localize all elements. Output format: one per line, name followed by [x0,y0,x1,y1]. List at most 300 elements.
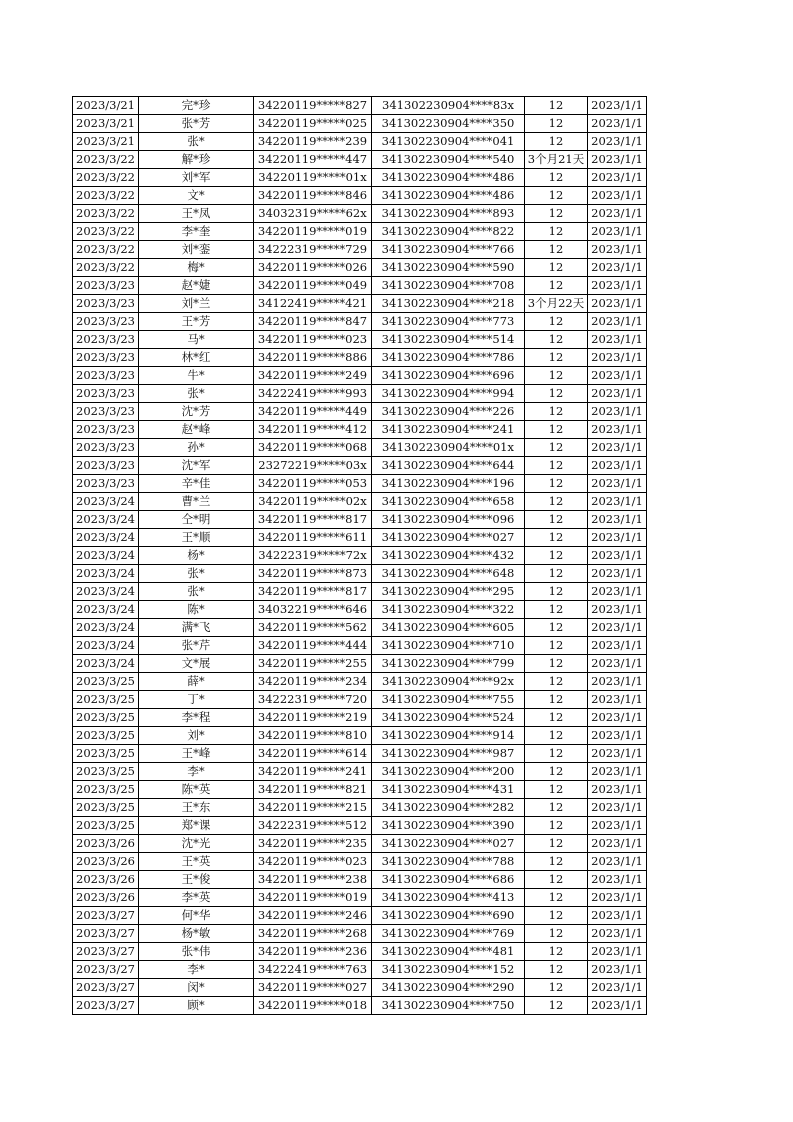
period-cell: 12 [525,925,588,943]
date-cell: 2023/3/25 [73,781,139,799]
period-cell: 12 [525,655,588,673]
table-row [73,493,647,511]
id-number-cell: 34220119*****817 [254,583,372,601]
name-cell: 张* [139,565,254,583]
name-cell: 王*凤 [139,205,254,223]
name-cell: 张*伟 [139,943,254,961]
period-cell: 12 [525,853,588,871]
start-date-cell: 2023/1/1 [588,853,647,871]
account-number-cell: 341302230904****750 [372,997,525,1015]
date-cell: 2023/3/24 [73,637,139,655]
table-row [73,709,647,727]
id-number-cell: 34222319*****729 [254,241,372,259]
period-cell: 12 [525,457,588,475]
account-number-cell: 341302230904****196 [372,475,525,493]
name-cell: 仝*明 [139,511,254,529]
account-number-cell: 341302230904****486 [372,169,525,187]
account-number-cell: 341302230904****027 [372,835,525,853]
start-date-cell: 2023/1/1 [588,889,647,907]
period-cell: 12 [525,313,588,331]
table-row [73,997,647,1015]
account-number-cell: 341302230904****686 [372,871,525,889]
start-date-cell: 2023/1/1 [588,637,647,655]
id-number-cell: 34220119*****018 [254,997,372,1015]
start-date-cell: 2023/1/1 [588,385,647,403]
account-number-cell: 341302230904****241 [372,421,525,439]
start-date-cell: 2023/1/1 [588,997,647,1015]
date-cell: 2023/3/24 [73,655,139,673]
table-row [73,421,647,439]
date-cell: 2023/3/22 [73,169,139,187]
id-number-cell: 34220119*****235 [254,835,372,853]
date-cell: 2023/3/22 [73,259,139,277]
period-cell: 3个月22天 [525,295,588,313]
table-row [73,619,647,637]
id-number-cell: 23272219*****03x [254,457,372,475]
table-row [73,313,647,331]
start-date-cell: 2023/1/1 [588,673,647,691]
id-number-cell: 34220119*****019 [254,889,372,907]
account-number-cell: 341302230904****041 [372,133,525,151]
start-date-cell: 2023/1/1 [588,115,647,133]
name-cell: 牛* [139,367,254,385]
start-date-cell: 2023/1/1 [588,871,647,889]
account-number-cell: 341302230904****481 [372,943,525,961]
table-row [73,943,647,961]
period-cell: 12 [525,979,588,997]
id-number-cell: 34220119*****249 [254,367,372,385]
table-row [73,655,647,673]
account-number-cell: 341302230904****92x [372,673,525,691]
date-cell: 2023/3/21 [73,97,139,115]
start-date-cell: 2023/1/1 [588,727,647,745]
name-cell: 文*展 [139,655,254,673]
date-cell: 2023/3/27 [73,925,139,943]
name-cell: 陈* [139,601,254,619]
period-cell: 12 [525,691,588,709]
name-cell: 赵*峰 [139,421,254,439]
id-number-cell: 34222319*****72x [254,547,372,565]
id-number-cell: 34222419*****763 [254,961,372,979]
name-cell: 陈*英 [139,781,254,799]
date-cell: 2023/3/25 [73,691,139,709]
id-number-cell: 34220119*****449 [254,403,372,421]
date-cell: 2023/3/23 [73,349,139,367]
table-row [73,187,647,205]
table-row [73,925,647,943]
date-cell: 2023/3/25 [73,799,139,817]
date-cell: 2023/3/25 [73,673,139,691]
start-date-cell: 2023/1/1 [588,907,647,925]
account-number-cell: 341302230904****295 [372,583,525,601]
account-number-cell: 341302230904****710 [372,637,525,655]
name-cell: 沈*芳 [139,403,254,421]
start-date-cell: 2023/1/1 [588,925,647,943]
period-cell: 12 [525,511,588,529]
id-number-cell: 34222419*****993 [254,385,372,403]
name-cell: 李*奎 [139,223,254,241]
start-date-cell: 2023/1/1 [588,187,647,205]
name-cell: 张*芹 [139,637,254,655]
table-row [73,961,647,979]
date-cell: 2023/3/23 [73,277,139,295]
id-number-cell: 34220119*****447 [254,151,372,169]
start-date-cell: 2023/1/1 [588,277,647,295]
date-cell: 2023/3/23 [73,421,139,439]
table-row [73,277,647,295]
table-row [73,259,647,277]
period-cell: 12 [525,907,588,925]
table-row [73,673,647,691]
date-cell: 2023/3/25 [73,745,139,763]
account-number-cell: 341302230904****788 [372,853,525,871]
name-cell: 曹*兰 [139,493,254,511]
id-number-cell: 34220119*****023 [254,853,372,871]
account-number-cell: 341302230904****486 [372,187,525,205]
id-number-cell: 34220119*****219 [254,709,372,727]
account-number-cell: 341302230904****769 [372,925,525,943]
id-number-cell: 34220119*****239 [254,133,372,151]
date-cell: 2023/3/25 [73,763,139,781]
id-number-cell: 34220119*****614 [254,745,372,763]
period-cell: 12 [525,943,588,961]
id-number-cell: 34032219*****646 [254,601,372,619]
period-cell: 12 [525,475,588,493]
id-number-cell: 34220119*****827 [254,97,372,115]
name-cell: 沈*军 [139,457,254,475]
id-number-cell: 34220119*****026 [254,259,372,277]
records-table [72,96,647,1015]
date-cell: 2023/3/27 [73,943,139,961]
account-number-cell: 341302230904****83x [372,97,525,115]
start-date-cell: 2023/1/1 [588,241,647,259]
account-number-cell: 341302230904****290 [372,979,525,997]
period-cell: 12 [525,709,588,727]
start-date-cell: 2023/1/1 [588,835,647,853]
id-number-cell: 34220119*****238 [254,871,372,889]
period-cell: 12 [525,961,588,979]
id-number-cell: 34220119*****846 [254,187,372,205]
account-number-cell: 341302230904****708 [372,277,525,295]
table-row [73,979,647,997]
table-row [73,745,647,763]
account-number-cell: 341302230904****590 [372,259,525,277]
period-cell: 12 [525,997,588,1015]
name-cell: 顾* [139,997,254,1015]
period-cell: 12 [525,403,588,421]
id-number-cell: 34220119*****817 [254,511,372,529]
date-cell: 2023/3/27 [73,997,139,1015]
name-cell: 王*英 [139,853,254,871]
start-date-cell: 2023/1/1 [588,709,647,727]
start-date-cell: 2023/1/1 [588,439,647,457]
id-number-cell: 34220119*****886 [254,349,372,367]
account-number-cell: 341302230904****690 [372,907,525,925]
id-number-cell: 34220119*****562 [254,619,372,637]
id-number-cell: 34220119*****01x [254,169,372,187]
start-date-cell: 2023/1/1 [588,961,647,979]
table-row [73,223,647,241]
date-cell: 2023/3/26 [73,889,139,907]
start-date-cell: 2023/1/1 [588,223,647,241]
account-number-cell: 341302230904****696 [372,367,525,385]
period-cell: 12 [525,205,588,223]
table-row [73,97,647,115]
table-row [73,241,647,259]
date-cell: 2023/3/24 [73,583,139,601]
period-cell: 12 [525,835,588,853]
date-cell: 2023/3/23 [73,331,139,349]
start-date-cell: 2023/1/1 [588,943,647,961]
id-number-cell: 34220119*****027 [254,979,372,997]
table-row [73,817,647,835]
period-cell: 12 [525,493,588,511]
id-number-cell: 34222319*****512 [254,817,372,835]
date-cell: 2023/3/23 [73,403,139,421]
start-date-cell: 2023/1/1 [588,781,647,799]
name-cell: 王*顺 [139,529,254,547]
table-row [73,151,647,169]
name-cell: 李* [139,961,254,979]
name-cell: 王*芳 [139,313,254,331]
name-cell: 解*珍 [139,151,254,169]
id-number-cell: 34220119*****053 [254,475,372,493]
name-cell: 文* [139,187,254,205]
date-cell: 2023/3/23 [73,313,139,331]
date-cell: 2023/3/27 [73,979,139,997]
name-cell: 杨*敏 [139,925,254,943]
account-number-cell: 341302230904****01x [372,439,525,457]
table-row [73,205,647,223]
date-cell: 2023/3/27 [73,907,139,925]
start-date-cell: 2023/1/1 [588,259,647,277]
id-number-cell: 34220119*****412 [254,421,372,439]
account-number-cell: 341302230904****096 [372,511,525,529]
account-number-cell: 341302230904****648 [372,565,525,583]
start-date-cell: 2023/1/1 [588,493,647,511]
account-number-cell: 341302230904****514 [372,331,525,349]
name-cell: 何*华 [139,907,254,925]
account-number-cell: 341302230904****218 [372,295,525,313]
name-cell: 刘*军 [139,169,254,187]
date-cell: 2023/3/24 [73,601,139,619]
name-cell: 马* [139,331,254,349]
account-number-cell: 341302230904****914 [372,727,525,745]
period-cell: 12 [525,817,588,835]
period-cell: 12 [525,871,588,889]
start-date-cell: 2023/1/1 [588,655,647,673]
table-row [73,907,647,925]
date-cell: 2023/3/21 [73,115,139,133]
account-number-cell: 341302230904****524 [372,709,525,727]
period-cell: 12 [525,727,588,745]
name-cell: 刘* [139,727,254,745]
period-cell: 12 [525,619,588,637]
start-date-cell: 2023/1/1 [588,205,647,223]
id-number-cell: 34222319*****720 [254,691,372,709]
id-number-cell: 34220119*****02x [254,493,372,511]
account-number-cell: 341302230904****413 [372,889,525,907]
period-cell: 12 [525,331,588,349]
start-date-cell: 2023/1/1 [588,295,647,313]
id-number-cell: 34220119*****246 [254,907,372,925]
account-number-cell: 341302230904****987 [372,745,525,763]
period-cell: 12 [525,781,588,799]
date-cell: 2023/3/25 [73,817,139,835]
period-cell: 12 [525,97,588,115]
period-cell: 12 [525,133,588,151]
id-number-cell: 34220119*****068 [254,439,372,457]
period-cell: 3个月21天 [525,151,588,169]
account-number-cell: 341302230904****322 [372,601,525,619]
name-cell: 李*英 [139,889,254,907]
start-date-cell: 2023/1/1 [588,979,647,997]
name-cell: 张*芳 [139,115,254,133]
name-cell: 张* [139,133,254,151]
table-row [73,529,647,547]
table-row [73,457,647,475]
table-row [73,583,647,601]
name-cell: 丁* [139,691,254,709]
table-row [73,727,647,745]
account-number-cell: 341302230904****658 [372,493,525,511]
table-row [73,169,647,187]
name-cell: 沈*光 [139,835,254,853]
name-cell: 郑*课 [139,817,254,835]
date-cell: 2023/3/24 [73,511,139,529]
account-number-cell: 341302230904****994 [372,385,525,403]
table-row [73,889,647,907]
date-cell: 2023/3/25 [73,709,139,727]
date-cell: 2023/3/24 [73,529,139,547]
period-cell: 12 [525,565,588,583]
period-cell: 12 [525,187,588,205]
period-cell: 12 [525,259,588,277]
period-cell: 12 [525,169,588,187]
period-cell: 12 [525,763,588,781]
period-cell: 12 [525,601,588,619]
table-row [73,385,647,403]
period-cell: 12 [525,421,588,439]
table-row [73,637,647,655]
table-row [73,781,647,799]
id-number-cell: 34220119*****049 [254,277,372,295]
account-number-cell: 341302230904****027 [372,529,525,547]
period-cell: 12 [525,367,588,385]
account-number-cell: 341302230904****605 [372,619,525,637]
table-row [73,475,647,493]
id-number-cell: 34220119*****268 [254,925,372,943]
date-cell: 2023/3/22 [73,151,139,169]
id-number-cell: 34220119*****255 [254,655,372,673]
id-number-cell: 34220119*****023 [254,331,372,349]
date-cell: 2023/3/23 [73,439,139,457]
period-cell: 12 [525,673,588,691]
name-cell: 完*珍 [139,97,254,115]
name-cell: 李* [139,763,254,781]
period-cell: 12 [525,115,588,133]
id-number-cell: 34220119*****821 [254,781,372,799]
id-number-cell: 34220119*****444 [254,637,372,655]
table-row [73,403,647,421]
id-number-cell: 34220119*****019 [254,223,372,241]
period-cell: 12 [525,637,588,655]
name-cell: 赵*婕 [139,277,254,295]
start-date-cell: 2023/1/1 [588,313,647,331]
start-date-cell: 2023/1/1 [588,799,647,817]
start-date-cell: 2023/1/1 [588,511,647,529]
id-number-cell: 34220119*****241 [254,763,372,781]
table-row [73,691,647,709]
account-number-cell: 341302230904****226 [372,403,525,421]
name-cell: 闵* [139,979,254,997]
account-number-cell: 341302230904****766 [372,241,525,259]
period-cell: 12 [525,439,588,457]
start-date-cell: 2023/1/1 [588,691,647,709]
start-date-cell: 2023/1/1 [588,133,647,151]
id-number-cell: 34220119*****847 [254,313,372,331]
name-cell: 张* [139,583,254,601]
table-row [73,565,647,583]
account-number-cell: 341302230904****152 [372,961,525,979]
table-row [73,763,647,781]
name-cell: 王*东 [139,799,254,817]
date-cell: 2023/3/26 [73,871,139,889]
date-cell: 2023/3/22 [73,187,139,205]
date-cell: 2023/3/26 [73,853,139,871]
date-cell: 2023/3/25 [73,727,139,745]
name-cell: 刘*兰 [139,295,254,313]
account-number-cell: 341302230904****390 [372,817,525,835]
start-date-cell: 2023/1/1 [588,457,647,475]
start-date-cell: 2023/1/1 [588,367,647,385]
name-cell: 孙* [139,439,254,457]
date-cell: 2023/3/23 [73,367,139,385]
id-number-cell: 34220119*****234 [254,673,372,691]
account-number-cell: 341302230904****350 [372,115,525,133]
name-cell: 满*飞 [139,619,254,637]
date-cell: 2023/3/22 [73,205,139,223]
table-row [73,367,647,385]
records-table-body [73,97,647,1015]
start-date-cell: 2023/1/1 [588,169,647,187]
account-number-cell: 341302230904****786 [372,349,525,367]
date-cell: 2023/3/24 [73,619,139,637]
date-cell: 2023/3/21 [73,133,139,151]
period-cell: 12 [525,223,588,241]
start-date-cell: 2023/1/1 [588,529,647,547]
period-cell: 12 [525,745,588,763]
table-row [73,799,647,817]
start-date-cell: 2023/1/1 [588,97,647,115]
account-number-cell: 341302230904****644 [372,457,525,475]
date-cell: 2023/3/23 [73,385,139,403]
date-cell: 2023/3/24 [73,547,139,565]
name-cell: 刘*銮 [139,241,254,259]
id-number-cell: 34220119*****025 [254,115,372,133]
id-number-cell: 34032319*****62x [254,205,372,223]
period-cell: 12 [525,547,588,565]
date-cell: 2023/3/23 [73,475,139,493]
name-cell: 王*峰 [139,745,254,763]
period-cell: 12 [525,277,588,295]
account-number-cell: 341302230904****282 [372,799,525,817]
period-cell: 12 [525,583,588,601]
table-row [73,133,647,151]
period-cell: 12 [525,889,588,907]
date-cell: 2023/3/27 [73,961,139,979]
date-cell: 2023/3/22 [73,241,139,259]
